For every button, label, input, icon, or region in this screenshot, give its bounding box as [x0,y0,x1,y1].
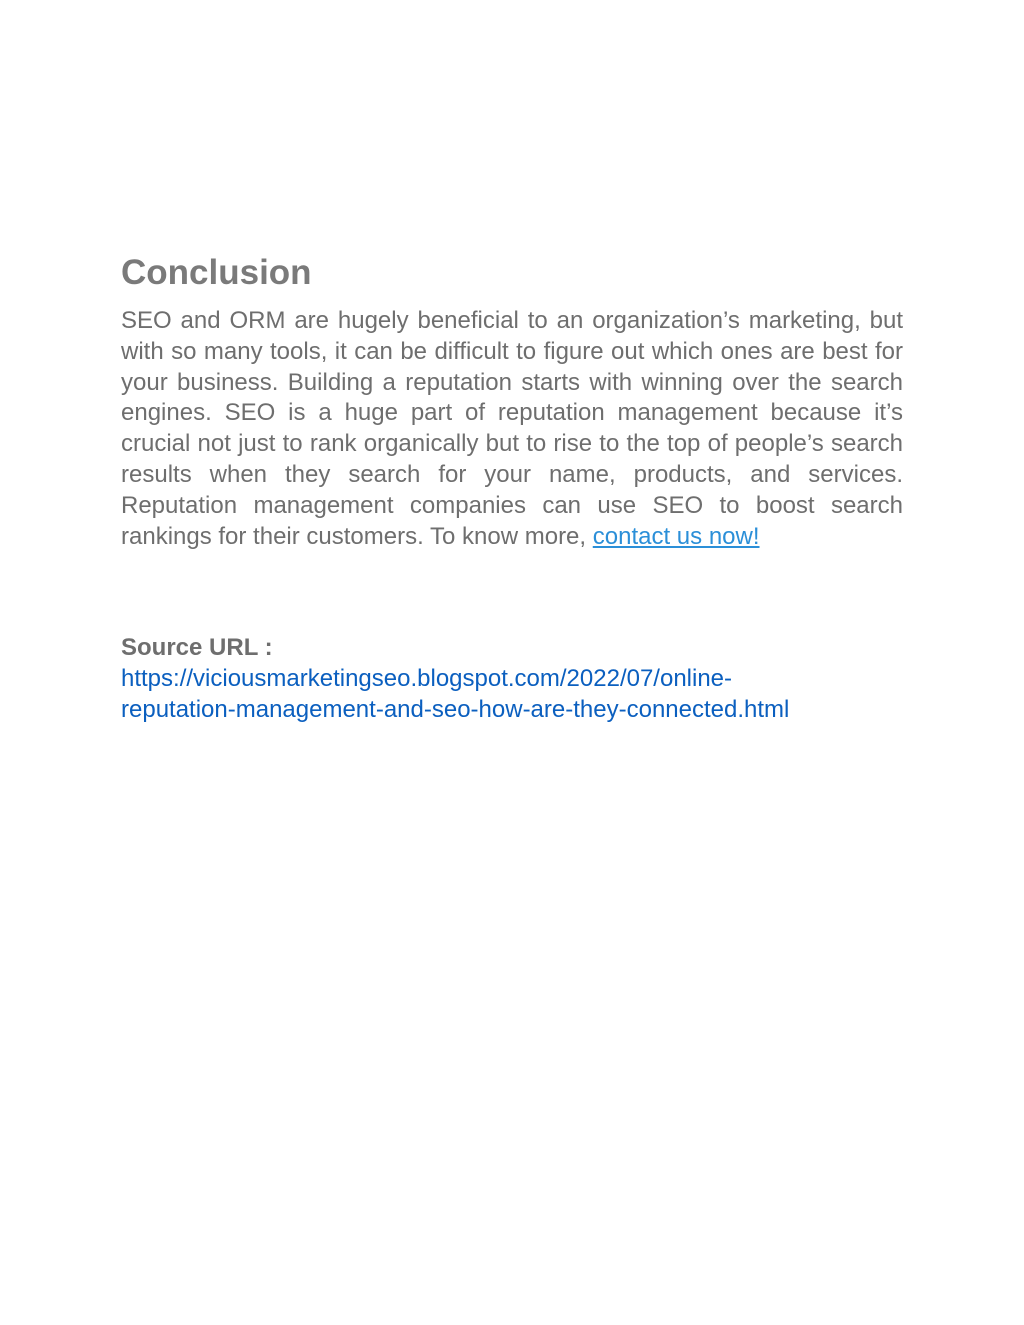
source-block [121,632,903,725]
source-url-line-2: reputation-management-and-seo-how-are-they-connected.html [121,696,790,724]
source-url-label: Source URL : [121,634,273,662]
conclusion-paragraph [121,306,903,552]
conclusion-paragraph-text: SEO and ORM are hugely beneficial to an organization’s marketing, but with so many tools, it can be difficult to figure out which ones are best for your business. Building a reputation starts with winning over the search engines. SEO is a huge part of reputation management because it’s crucial not just to rank organically but to rise to the top of people’s search results when they search for your name, products, and services. Reputation management companies can use SEO to boost search rankings for their customers. To know more, [121,307,903,550]
source-url-link[interactable] [121,663,881,725]
section-heading: Conclusion [121,253,312,292]
document-content [121,248,903,725]
source-url-line-1: https://viciousmarketingseo.blogspot.com/2022/07/online- [121,665,733,693]
contact-us-link[interactable]: contact us now! [592,522,760,550]
